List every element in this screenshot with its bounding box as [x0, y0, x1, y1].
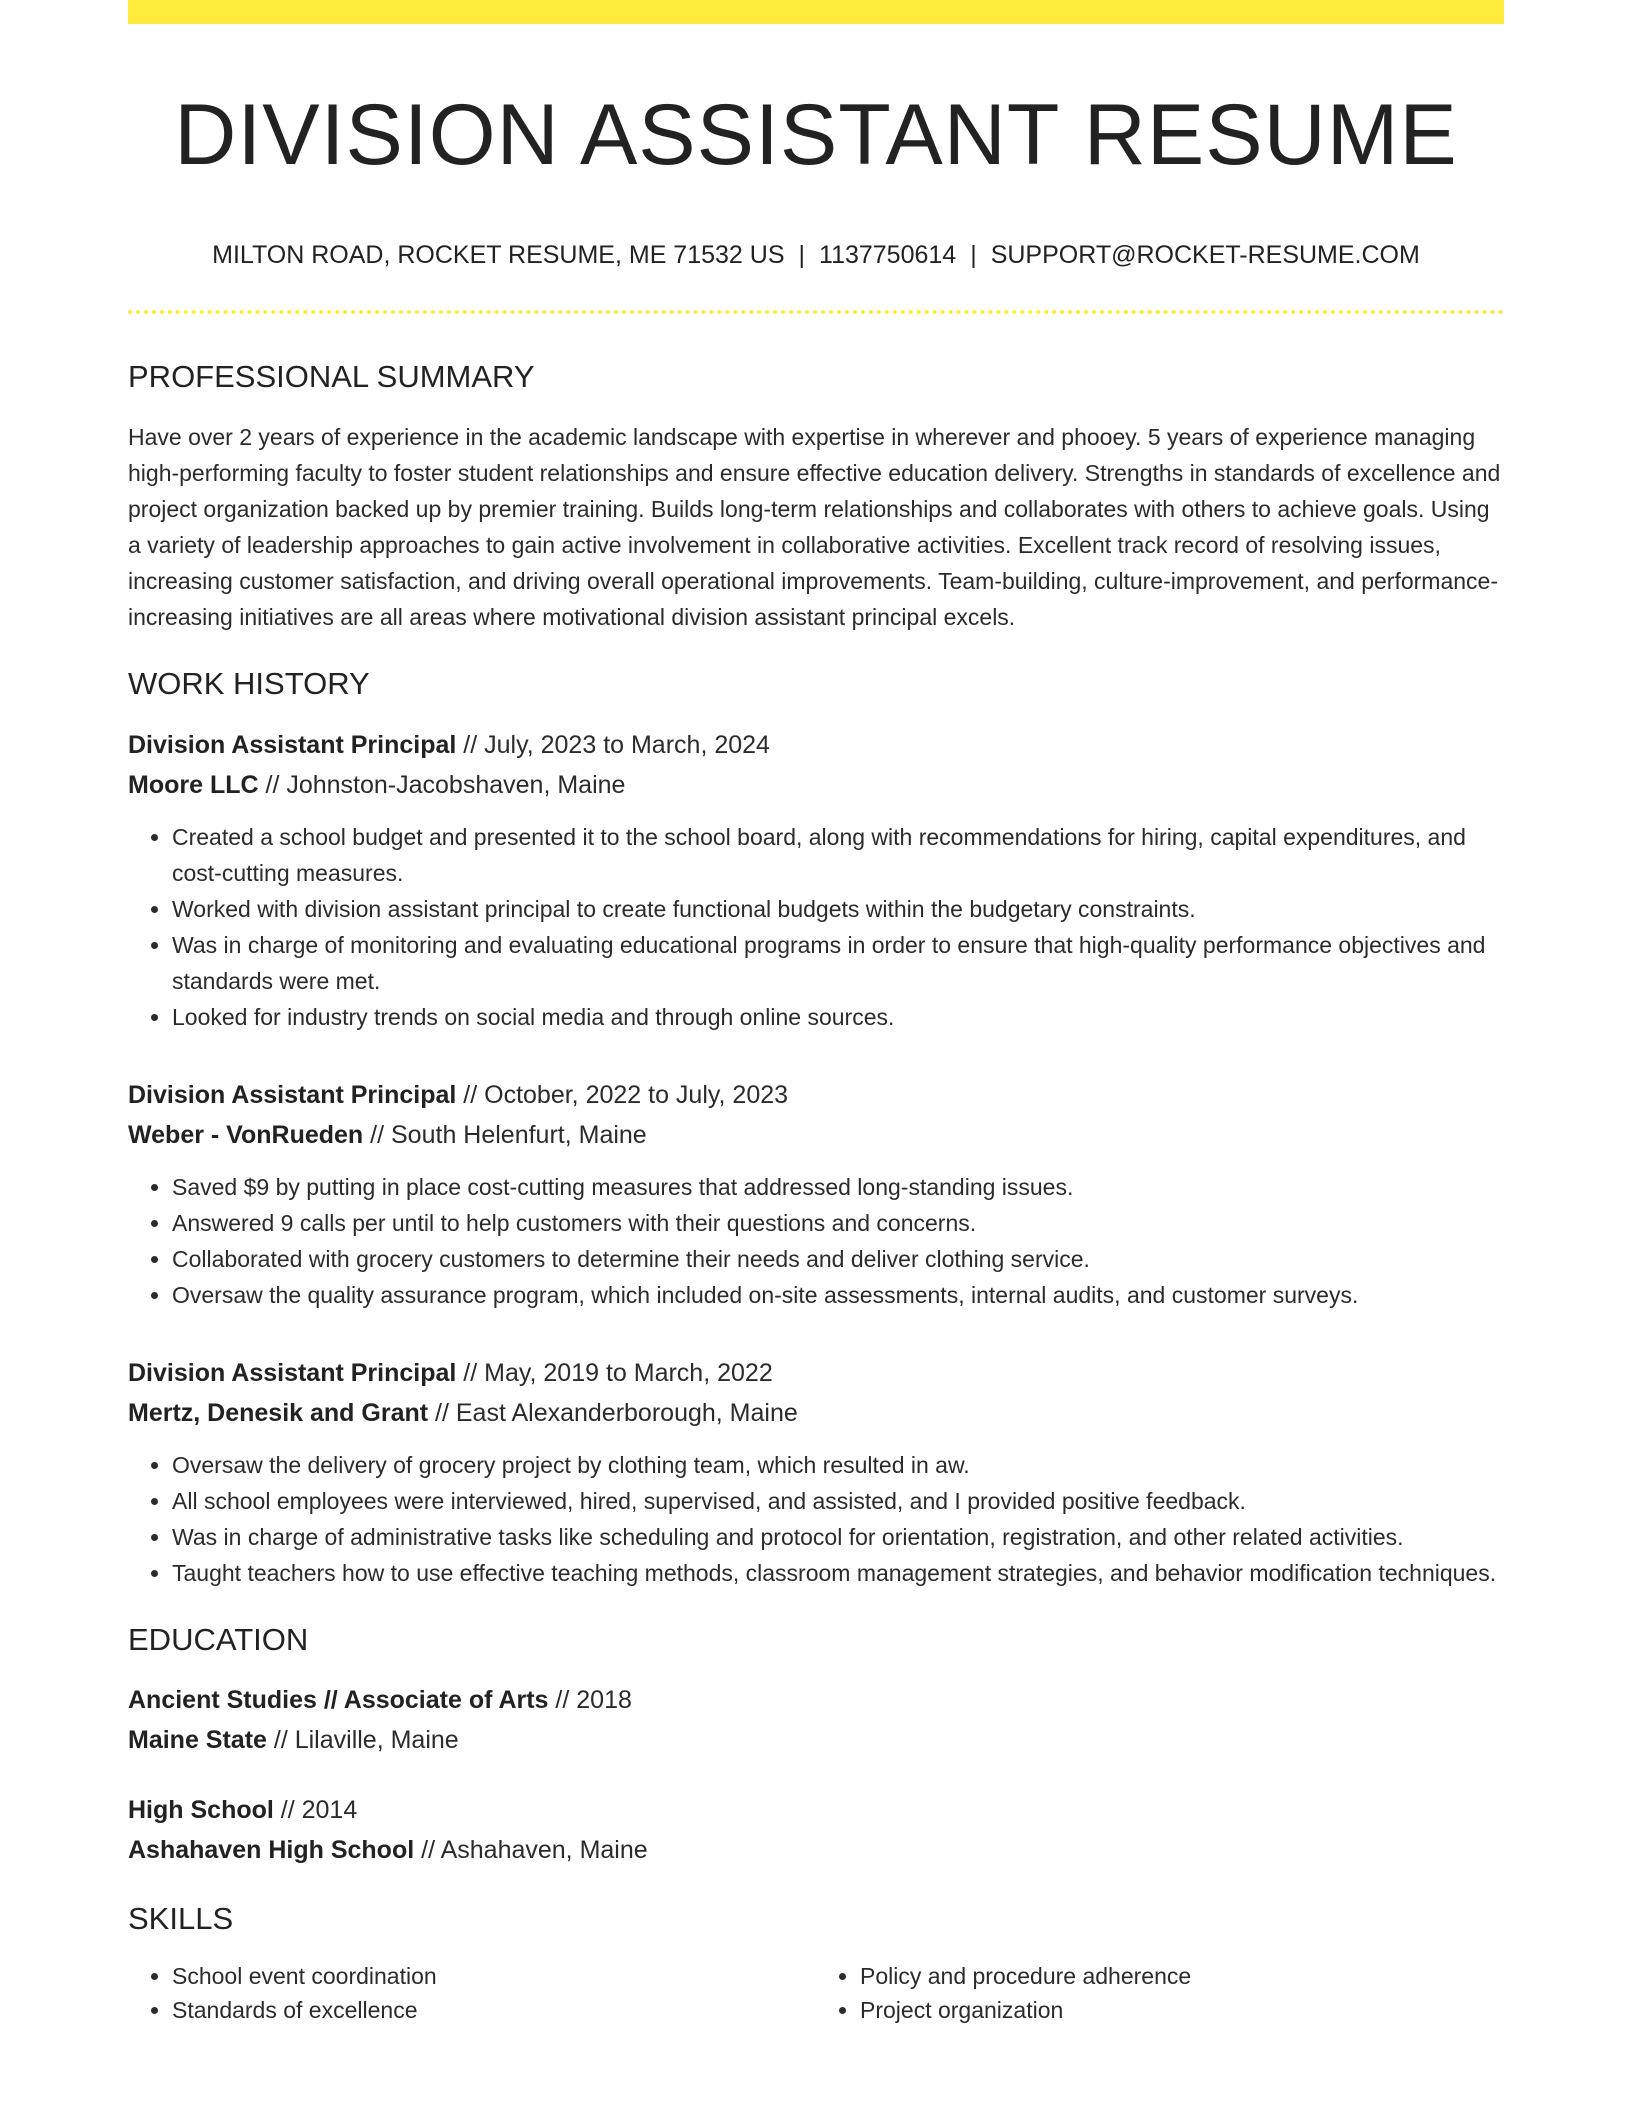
job-company: Mertz, Denesik and Grant — [128, 1398, 429, 1427]
contact-address: MILTON ROAD, ROCKET RESUME, ME 71532 US — [212, 241, 785, 270]
section-title-skills: SKILLS — [128, 1900, 234, 1936]
job-bullet: • Was in charge of monitoring and evaluating educational programs in order to ensure that high-quality performance objectives and standards were met. — [172, 927, 1504, 999]
education-school-line — [128, 1720, 1504, 1760]
job-bullet: • All school employees were interviewed, hired, supervised, and assisted, and I provided positive feedback. — [172, 1483, 1504, 1519]
contact-phone: 1137750614 — [819, 241, 957, 270]
education-entry — [128, 1680, 1504, 1760]
job-bullet: • Taught teachers how to use effective teaching methods, classroom management strategies, and behavior modification techniques. — [172, 1555, 1504, 1591]
contact-line — [128, 241, 1504, 270]
job-bullet: • Oversaw the delivery of grocery project by clothing team, which resulted in aw. — [172, 1447, 1504, 1483]
job-company-line — [128, 765, 1504, 805]
education-school: Maine State — [128, 1725, 267, 1754]
section-title-education: EDUCATION — [128, 1621, 309, 1657]
education-year: // 2014 — [280, 1795, 358, 1824]
job-location: // South Helenfurt, Maine — [370, 1120, 647, 1149]
skill-item: • Standards of excellence — [172, 1993, 816, 2027]
job-title: Division Assistant Principal — [128, 1358, 457, 1387]
education-heading — [128, 1790, 1504, 1830]
summary-text: Have over 2 years of experience in the academic landscape with expertise in wherever and phooey. 5 years of experience managing high-performing faculty to foster student relationships and ensure effective education delivery. Strengths in standards of excellence and project organization backed up by premier training. Builds long-term relationships and collaborates with others to achieve goals. Using a variety of leadership approaches to gain active involvement in collaborative activities. Excellent track record of resolving issues, increasing customer satisfaction, and driving overall operational improvements. Team-building, culture-improvement, and performance-increasing initiatives are all areas where motivational division assistant principal excels. — [128, 424, 1501, 631]
job-bullet: • Collaborated with grocery customers to determine their needs and deliver clothing service. — [172, 1241, 1504, 1277]
job-location: // East Alexanderborough, Maine — [435, 1398, 798, 1427]
top-accent-bar — [128, 0, 1504, 24]
job-dates: // May, 2019 to March, 2022 — [463, 1358, 773, 1387]
job-company-line — [128, 1115, 1504, 1155]
job-bullets — [128, 819, 1504, 1035]
contact-separator: | — [970, 241, 977, 270]
job-bullet: • Created a school budget and presented it to the school board, along with recommendations for hiring, capital expenditures, and cost-cutting measures. — [172, 819, 1504, 891]
education-entry — [128, 1790, 1504, 1870]
education-location: // Ashahaven, Maine — [421, 1835, 648, 1864]
skills-column-right — [816, 1959, 1504, 2027]
job-heading — [128, 725, 1504, 765]
education-degree: Ancient Studies // Associate of Arts — [128, 1685, 549, 1714]
skill-item: • School event coordination — [172, 1959, 816, 1993]
job-dates: // October, 2022 to July, 2023 — [463, 1080, 789, 1109]
education-school: Ashahaven High School — [128, 1835, 415, 1864]
job-bullet: • Looked for industry trends on social media and through online sources. — [172, 999, 1504, 1035]
education-heading — [128, 1680, 1504, 1720]
job-bullet: • Worked with division assistant principal to create functional budgets within the budgetary constraints. — [172, 891, 1504, 927]
education-year: // 2018 — [555, 1685, 632, 1714]
dotted-divider — [128, 310, 1504, 314]
skills-column-left — [128, 1959, 816, 2027]
education-location: // Lilaville, Maine — [273, 1725, 459, 1754]
job-bullet: • Saved $9 by putting in place cost-cutting measures that addressed long-standing issues. — [172, 1169, 1504, 1205]
job-dates: // July, 2023 to March, 2024 — [463, 730, 770, 759]
job-entry — [128, 1353, 1504, 1591]
education-degree: High School — [128, 1795, 274, 1824]
education-school-line — [128, 1830, 1504, 1870]
resume-page — [128, 0, 1504, 2027]
skills-list — [128, 1959, 1504, 2027]
job-bullets — [128, 1169, 1504, 1313]
skill-item: • Policy and procedure adherence — [860, 1959, 1504, 1993]
job-bullet: • Answered 9 calls per until to help customers with their questions and concerns. — [172, 1205, 1504, 1241]
job-bullets — [128, 1447, 1504, 1591]
job-heading — [128, 1075, 1504, 1115]
job-title: Division Assistant Principal — [128, 730, 457, 759]
contact-email[interactable]: SUPPORT@ROCKET-RESUME.COM — [990, 241, 1420, 270]
section-title-summary: PROFESSIONAL SUMMARY — [128, 359, 535, 395]
skill-item: • Project organization — [860, 1993, 1504, 2027]
job-location: // Johnston-Jacobshaven, Maine — [265, 770, 626, 799]
job-entry — [128, 725, 1504, 1035]
job-company: Weber - VonRueden — [128, 1120, 364, 1149]
resume-title: DIVISION ASSISTANT RESUME — [174, 87, 1458, 183]
contact-separator: | — [798, 241, 806, 270]
job-company: Moore LLC — [128, 770, 259, 799]
job-bullet: • Was in charge of administrative tasks like scheduling and protocol for orientation, registration, and other related activities. — [172, 1519, 1504, 1555]
job-heading — [128, 1353, 1504, 1393]
section-title-work: WORK HISTORY — [128, 666, 370, 702]
job-entry — [128, 1075, 1504, 1313]
job-title: Division Assistant Principal — [128, 1080, 457, 1109]
job-company-line — [128, 1393, 1504, 1433]
job-bullet: • Oversaw the quality assurance program, which included on-site assessments, internal audits, and customer surveys. — [172, 1277, 1504, 1313]
